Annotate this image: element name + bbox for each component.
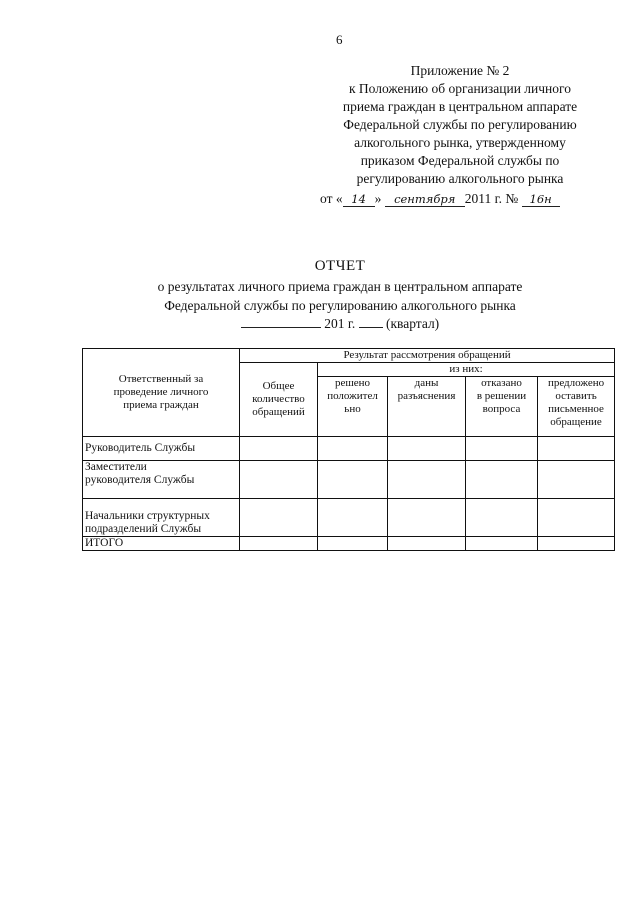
table-row [83, 437, 615, 461]
date-prefix: от « [320, 191, 343, 206]
table-row [83, 499, 615, 537]
header-resolved: решено положител ьно [318, 377, 388, 437]
table-row-total [83, 537, 615, 551]
table-cell[interactable] [466, 499, 538, 537]
table-cell[interactable] [538, 461, 615, 499]
header-result-group: Результат рассмотрения обращений [240, 349, 615, 363]
row-label: Начальники структурных подразделений Службы [83, 499, 240, 537]
table-cell[interactable] [538, 537, 615, 551]
header-explained: даны разъяснения [388, 377, 466, 437]
appendix-line: к Положению об организации личного [349, 81, 571, 96]
handwritten-day: 14 [343, 193, 375, 207]
year-blank [241, 315, 321, 328]
header-total: Общее количество обращений [240, 363, 318, 437]
order-date-line [320, 191, 620, 207]
table-cell[interactable] [240, 437, 318, 461]
header-of-which: из них: [318, 363, 615, 377]
table-cell[interactable] [388, 437, 466, 461]
report-period [0, 315, 640, 332]
header-refused: отказано в решении вопроса [466, 377, 538, 437]
appendix-line: Федеральной службы по регулированию [343, 117, 577, 132]
table-cell[interactable] [240, 461, 318, 499]
handwritten-order-number: 16н [522, 193, 560, 207]
quarter-blank [359, 315, 383, 328]
table-cell[interactable] [388, 461, 466, 499]
table-cell[interactable] [240, 537, 318, 551]
appendix-line: алкогольного рынка, утвержденному [354, 135, 566, 150]
appendix-title: Приложение № 2 [410, 63, 510, 78]
row-label: Заместители руководителя Службы [83, 461, 240, 499]
year-number-label: 2011 г. № [464, 191, 519, 206]
table-cell[interactable] [538, 499, 615, 537]
page-number: 6 [336, 32, 343, 47]
table-row [83, 461, 615, 499]
table-cell[interactable] [466, 537, 538, 551]
report-table [82, 348, 615, 551]
handwritten-month: сентября [385, 193, 465, 207]
report-title: ОТЧЕТ [314, 258, 366, 274]
header-proposed: предложено оставить письменное обращение [538, 377, 615, 437]
quarter-label: (квартал) [385, 316, 440, 331]
appendix-line: приказом Федеральной службы по [360, 153, 560, 168]
header-responsible: Ответственный за проведение личного приема граждан [83, 349, 240, 437]
table-cell[interactable] [388, 499, 466, 537]
row-label: Руководитель Службы [83, 437, 240, 461]
appendix-line: регулированию алкогольного рынка [356, 171, 564, 186]
table-cell[interactable] [318, 437, 388, 461]
report-subtitle-line: о результатах личного приема граждан в центральном аппарате [157, 279, 523, 294]
report-subtitle [0, 277, 640, 315]
table-cell[interactable] [466, 461, 538, 499]
date-day-suffix: » [374, 191, 382, 206]
table-cell[interactable] [240, 499, 318, 537]
table-cell[interactable] [318, 537, 388, 551]
appendix-block [300, 62, 620, 188]
table-cell[interactable] [388, 537, 466, 551]
report-subtitle-line: Федеральной службы по регулированию алкогольного рынка [164, 298, 516, 313]
table-cell[interactable] [466, 437, 538, 461]
appendix-line: приема граждан в центральном аппарате [342, 99, 578, 114]
table-cell[interactable] [318, 461, 388, 499]
table-cell[interactable] [538, 437, 615, 461]
year-label: 201 г. [324, 316, 356, 331]
table-cell[interactable] [318, 499, 388, 537]
row-label-total: ИТОГО [83, 537, 240, 551]
